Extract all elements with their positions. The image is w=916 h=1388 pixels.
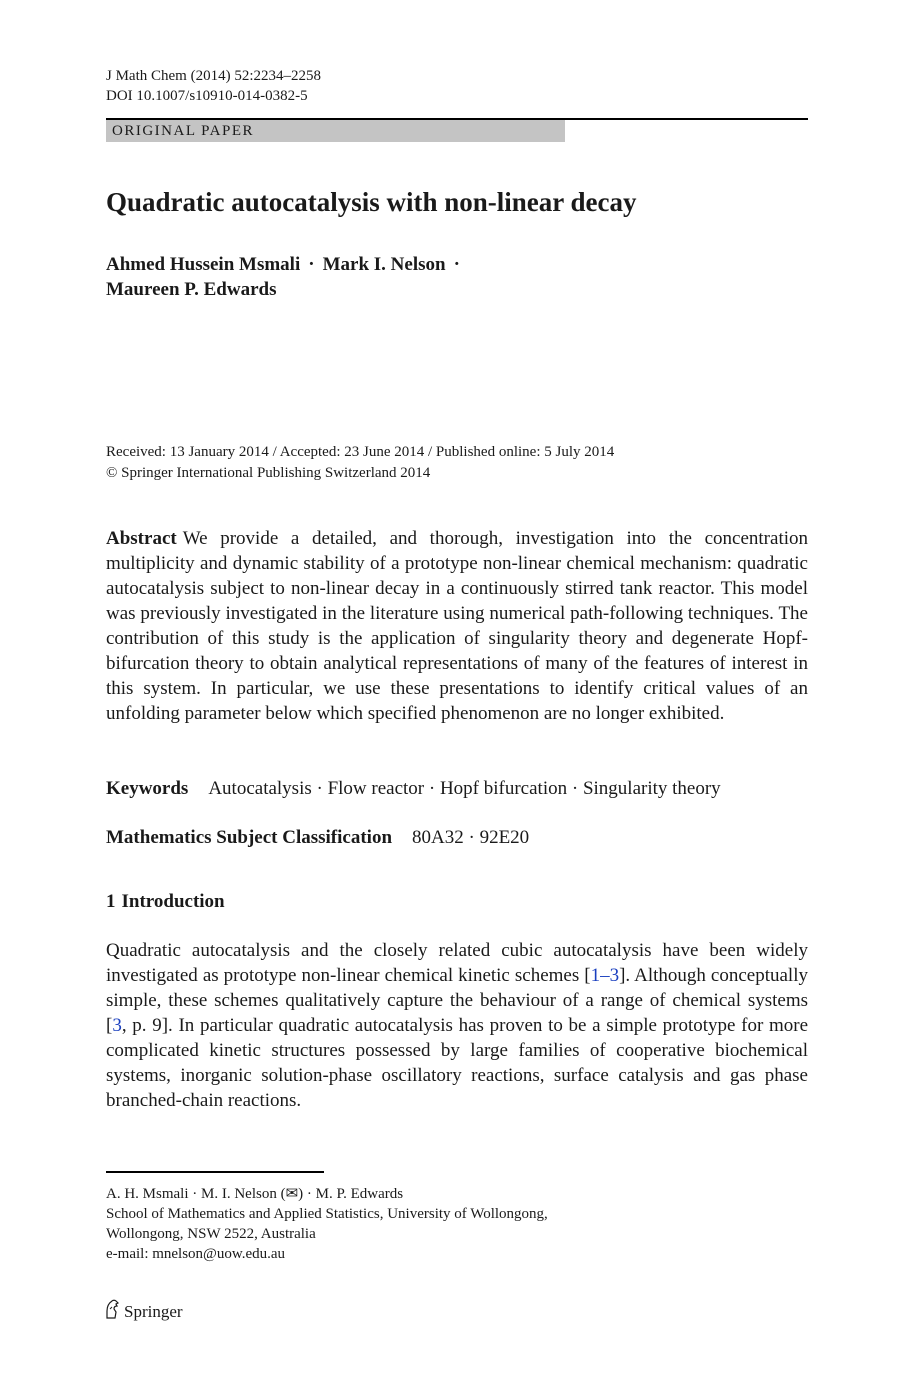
abstract-text: We provide a detailed, and thorough, investigation into the concentration multiplicity and dynamic stability of a prototype non-linear chemical mechanism: quadratic autocatalysis subject to non-linear decay in a continuously stirred tank reactor. This model was previously investigated in the literature using numerical path-following techniques. The contribution of this study is the application of singularity theory and degenerate Hopf-bifurcation theory to obtain analytical representations of many of the features of interest in this system. In particular, we use these presentations to identify critical values of an unfolding parameter below which specified phenomenon are no longer exhibited. <box>106 528 808 724</box>
article-type-label: ORIGINAL PAPER <box>112 123 254 139</box>
intro-text: Quadratic autocatalysis and the closely related cubic autocatalysis have been widely investigated as prototype non-linear chemical kinetic schemes [ <box>106 940 808 986</box>
citation-link[interactable]: 3 <box>112 1015 122 1036</box>
footnote-affiliation: School of Mathematics and Applied Statistics, University of Wollongong, <box>106 1206 548 1222</box>
publication-dates: Received: 13 January 2014 / Accepted: 23 June 2014 / Published online: 5 July 2014 <box>106 444 615 460</box>
intro-text: , p. 9]. In particular quadratic autocatalysis has proven to be a simple prototype for more complicated kinetic structures possessed by large families of cooperative biochemical systems, inorganic solution-phase oscillatory reactions, surface catalysis and gas phase branched-chain reactions. <box>106 1015 808 1111</box>
doi: DOI 10.1007/s10910-014-0382-5 <box>106 88 308 104</box>
msc-heading: Mathematics Subject Classification <box>106 827 393 848</box>
author-name: Maureen P. Edwards <box>106 279 277 300</box>
author-affiliation-footnote <box>106 1184 548 1264</box>
copyright-notice: © Springer International Publishing Switzerland 2014 <box>106 465 431 481</box>
keywords-text: Autocatalysis · Flow reactor · Hopf bifurcation · Singularity theory <box>208 778 721 799</box>
paper-title: Quadratic autocatalysis with non-linear decay <box>106 187 637 217</box>
abstract <box>106 526 808 726</box>
publisher-name: Springer <box>124 1302 183 1321</box>
author-name: Ahmed Hussein Msmali <box>106 254 301 275</box>
footnote-authors: A. H. Msmali · M. I. Nelson (✉) · M. P. Edwards <box>106 1186 404 1202</box>
section-title: Introduction <box>121 891 225 912</box>
footnote-email: e-mail: mnelson@uow.edu.au <box>106 1246 286 1262</box>
author-separator: · <box>453 254 460 275</box>
author-separator: · <box>308 254 315 275</box>
intro-text: ]. Although conceptually simple, these schemes qualitatively capture the behaviour of a range of chemical systems [ <box>106 965 808 1036</box>
springer-horse-icon <box>104 1299 124 1325</box>
intro-paragraph <box>106 938 808 1113</box>
author-name: Mark I. Nelson <box>322 254 446 275</box>
journal-info <box>106 66 321 106</box>
journal-citation: J Math Chem (2014) 52:2234–2258 <box>106 68 321 84</box>
section-number: 1 <box>106 891 116 912</box>
article-history <box>106 442 614 484</box>
footnote-rule <box>106 1171 324 1173</box>
keywords-heading: Keywords <box>106 778 189 799</box>
citation-link[interactable]: 1–3 <box>590 965 620 986</box>
section-heading <box>106 889 225 914</box>
keywords <box>106 776 721 801</box>
abstract-heading: Abstract <box>106 528 177 549</box>
author-list <box>106 252 468 302</box>
msc-codes: 80A32 · 92E20 <box>412 827 530 848</box>
publisher-logo <box>104 1299 183 1325</box>
footnote-address: Wollongong, NSW 2522, Australia <box>106 1226 316 1242</box>
subject-classification <box>106 825 529 850</box>
